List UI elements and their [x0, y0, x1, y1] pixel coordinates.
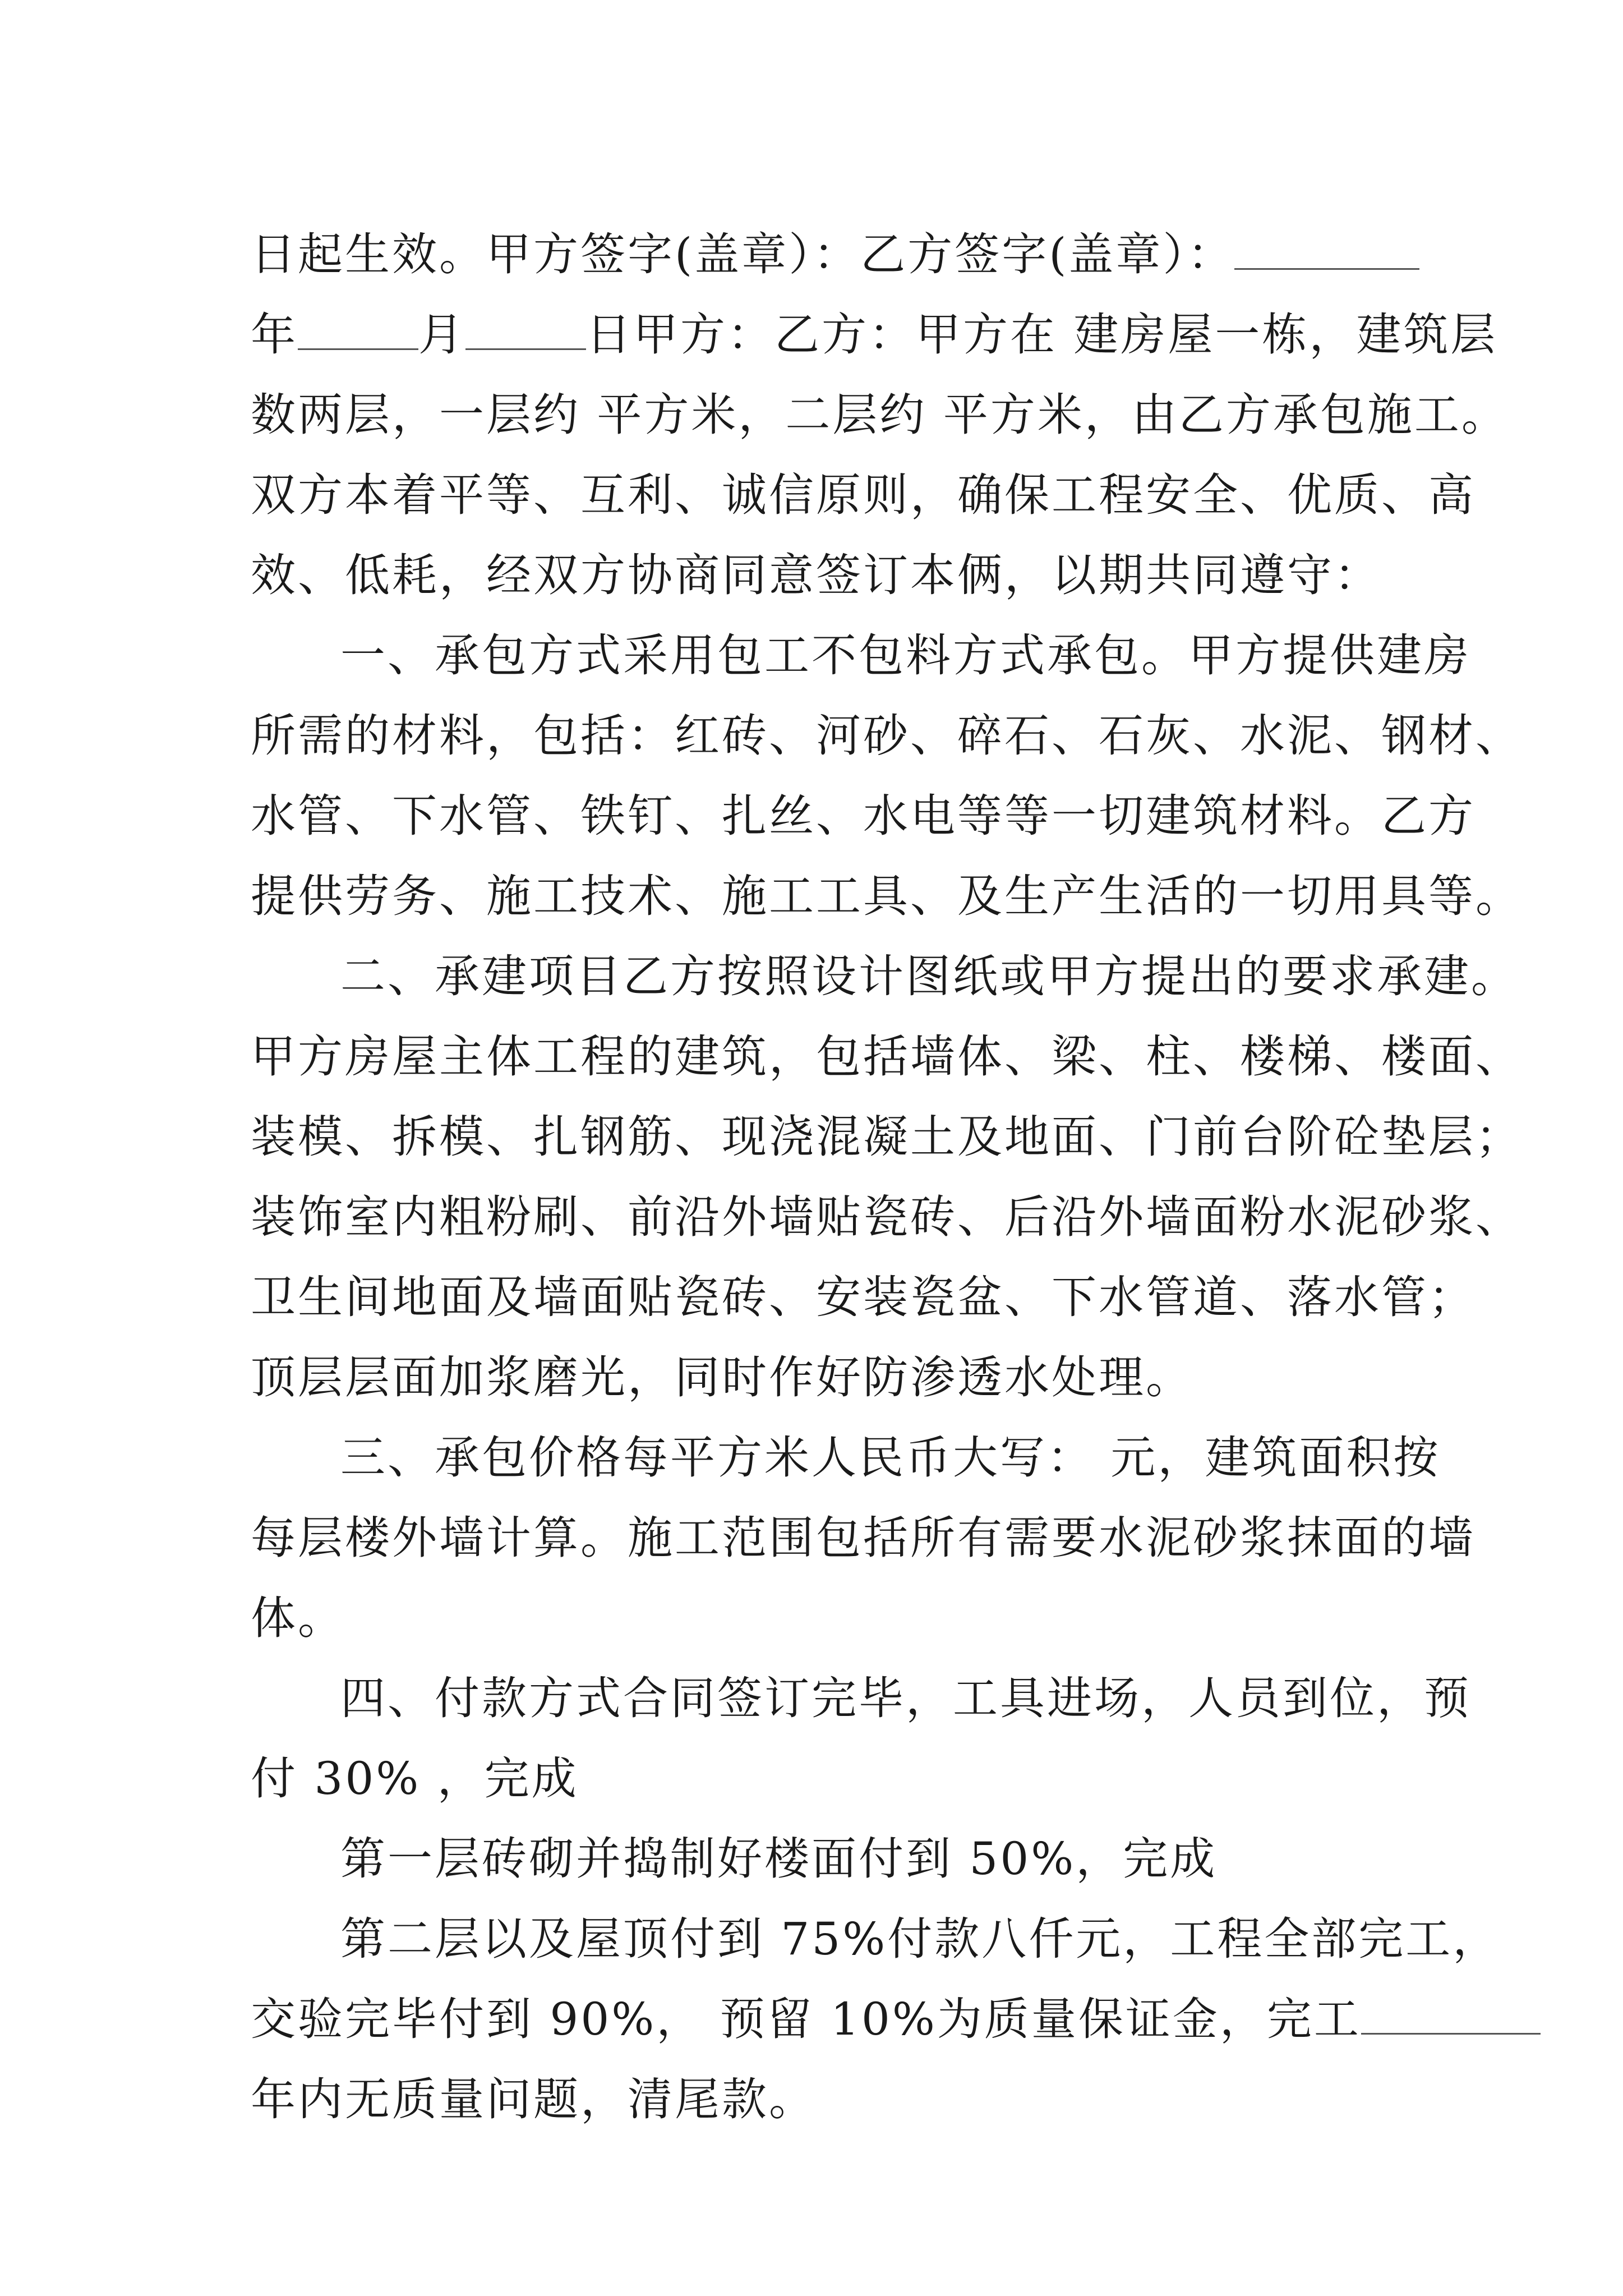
- text-line: 体。: [251, 1592, 345, 1644]
- contract-body: [251, 214, 1523, 2139]
- month-blank: [298, 309, 418, 350]
- day-blank: [465, 309, 586, 350]
- year-label: 年: [251, 309, 298, 361]
- section-1-heading-line: 一、承包方式采用包工不包料方式承包。甲方提供建房: [340, 629, 1471, 682]
- section-4-heading-line: 四、付款方式合同签订完毕，工具进场，人员到位，预: [340, 1672, 1471, 1724]
- text-line: 双方本着平等、互利、诚信原则，确保工程安全、优质、高: [251, 469, 1476, 521]
- text-line: [251, 1979, 1378, 2059]
- text-line: 卫生间地面及墙面贴瓷砖、安装瓷盆、下水管道、落水管；: [251, 1271, 1476, 1323]
- text-line: 付 30% ，完成: [251, 1752, 579, 1805]
- text-line: 第二层以及屋顶付到 75%付款八仟元，工程全部完工，: [340, 1913, 1500, 1965]
- section-2-heading-line: 二、承建项目乙方按照设计图纸或甲方提出的要求承建。: [340, 950, 1518, 1002]
- text-line: 效、低耗，经双方协商同意签订本俩，以期共同遵守：: [251, 549, 1381, 601]
- warranty-clause: 交验完毕付到 90%， 预留 10%为质量保证金，完工: [251, 1993, 1361, 2045]
- parties-intro: 日甲方：乙方：甲方在 建房屋一栋，建筑层: [586, 309, 1498, 361]
- section-3-heading-line: 三、承包价格每平方米人民币大写： 元，建筑面积按: [340, 1432, 1441, 1484]
- text-line: [251, 295, 1498, 375]
- text-line: 甲方房屋主体工程的建筑，包括墙体、梁、柱、楼梯、楼面、: [251, 1030, 1523, 1083]
- text-line: 数两层，一层约 平方米，二层约 平方米，由乙方承包施工。: [251, 389, 1509, 441]
- text-line: 第一层砖砌并捣制好楼面付到 50%，完成: [340, 1833, 1218, 1885]
- text-line: 每层楼外墙计算。施工范围包括所有需要水泥砂浆抹面的墙: [251, 1512, 1476, 1564]
- text-line: 装模、拆模、扎钢筋、现浇混凝土及地面、门前台阶砼垫层；: [251, 1111, 1523, 1163]
- month-label: 月: [418, 309, 465, 361]
- text-line: [251, 214, 1378, 295]
- signature-blank: [1234, 229, 1419, 270]
- text-line: 所需的材料，包括：红砖、河砂、碎石、石灰、水泥、钢材、: [251, 710, 1523, 762]
- text-line: 装饰室内粗粉刷、前沿外墙贴瓷砖、后沿外墙面粉水泥砂浆、: [251, 1191, 1523, 1243]
- signature-clause: 日起生效。甲方签字(盖章）：乙方签字(盖章）：: [251, 228, 1235, 280]
- text-line: 水管、下水管、铁钉、扎丝、水电等等一切建筑材料。乙方: [251, 790, 1476, 842]
- text-line: 提供劳务、施工技术、施工工具、及生产生活的一切用具等。: [251, 870, 1523, 922]
- text-line: 顶层层面加浆磨光，同时作好防渗透水处理。: [251, 1351, 1193, 1404]
- warranty-years-blank: [1361, 1994, 1541, 2035]
- text-line: 年内无质量问题，清尾款。: [251, 2073, 816, 2125]
